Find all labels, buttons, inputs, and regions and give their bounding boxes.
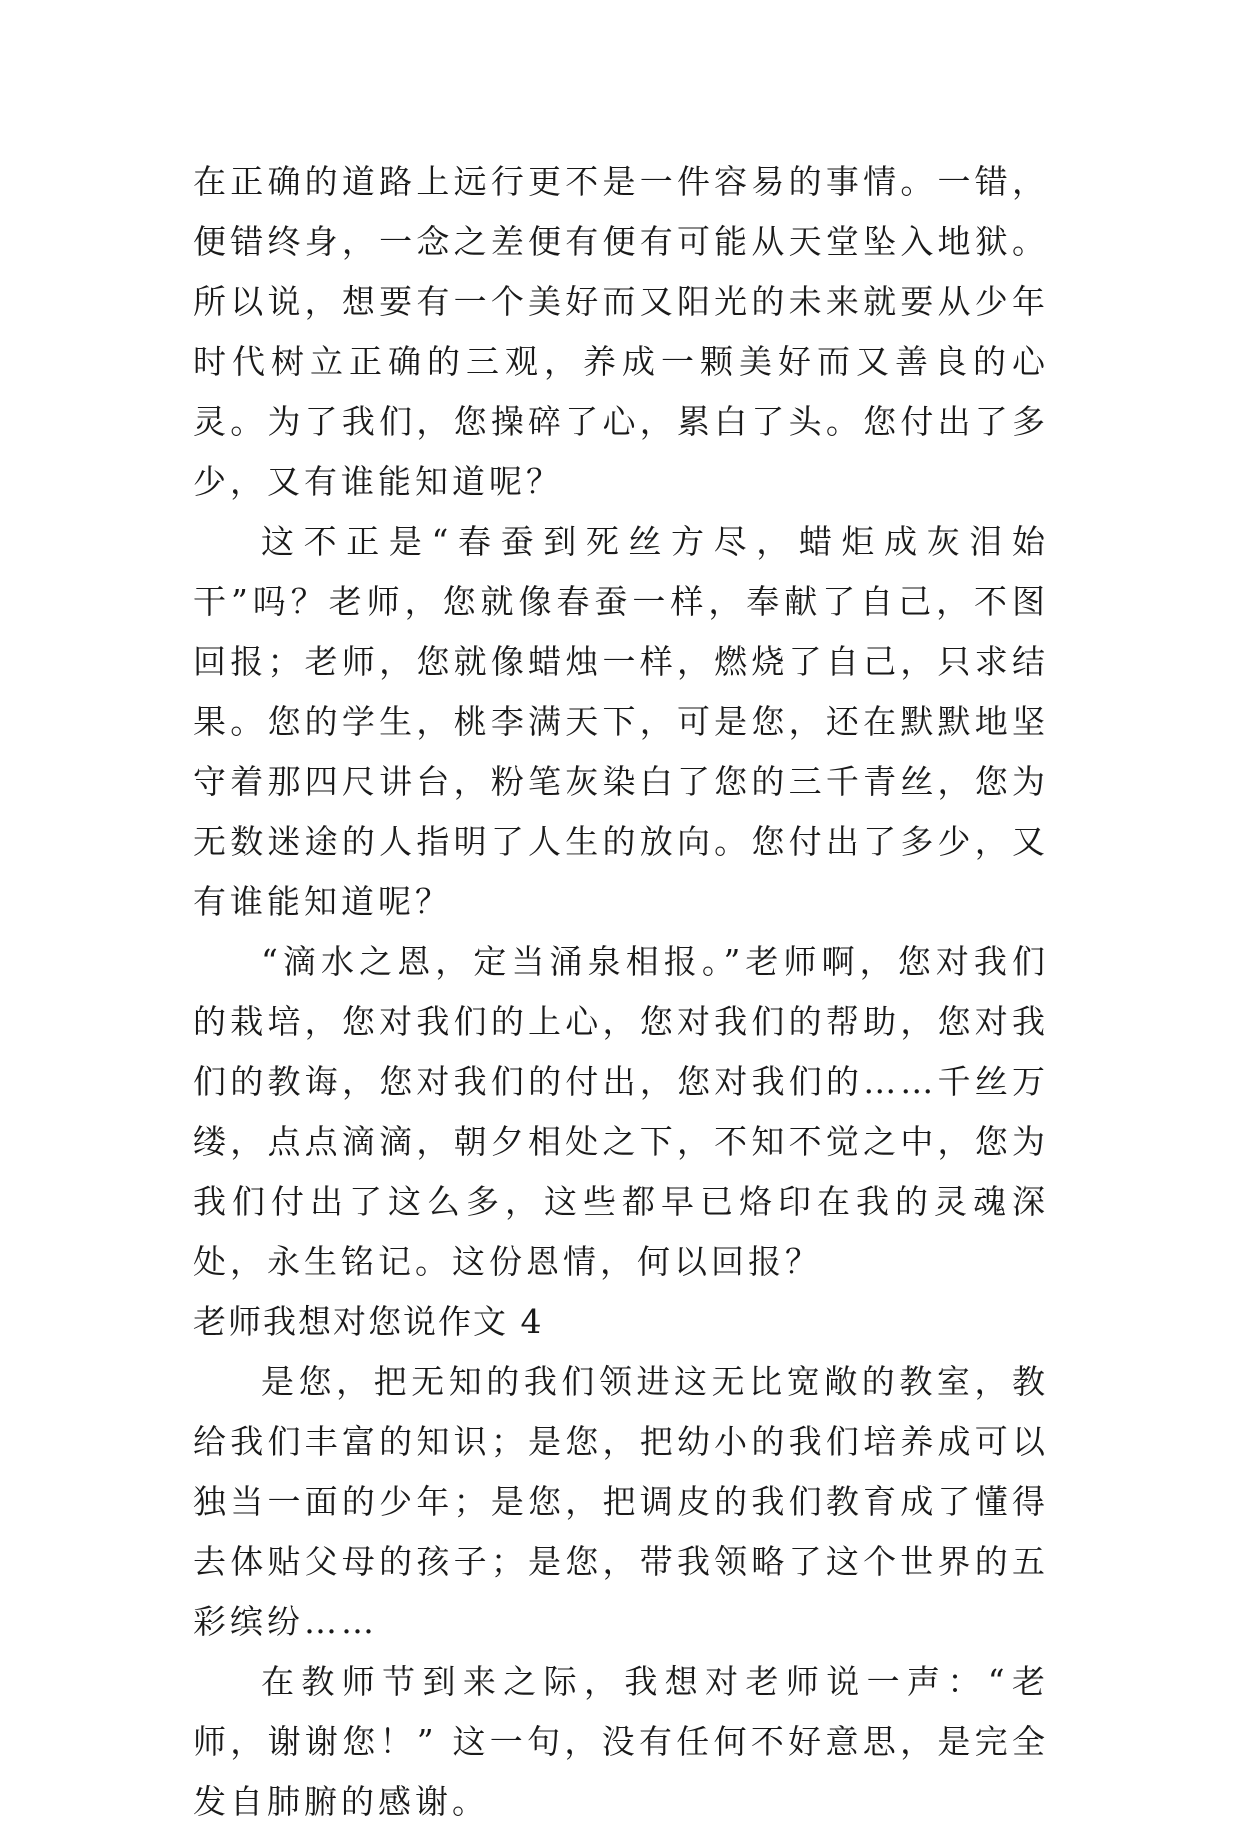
paragraph-2: 这不正是“春蚕到死丝方尽，蜡炬成灰泪始干”吗？老师，您就像春蚕一样，奉献了自己，不图回报；老师，您就像蜡烛一样，燃烧了自己，只求结果。您的学生，桃李满天下，可是您，还在默默地坚守着那四尺讲台，粉笔灰染白了您的三千青丝，您为无数迷途的人指明了人生的放向。您付出了多少，又有谁能知道呢？ bbox=[193, 522, 1049, 921]
section-heading: 老师我想对您说作文 4 bbox=[193, 1302, 544, 1341]
paragraph-1: 在正确的道路上远行更不是一件容易的事情。一错，便错终身，一念之差便有便有可能从天堂坠入地狱。所以说，想要有一个美好而又阳光的未来就要从少年时代树立正确的三观，养成一颗美好而又善良的心灵。为了我们，您操碎了心，累白了头。您付出了多少，又有谁能知道呢？ bbox=[193, 162, 1049, 501]
paragraph-4: 是您，把无知的我们领进这无比宽敞的教室，教给我们丰富的知识；是您，把幼小的我们培养成可以独当一面的少年；是您，把调皮的我们教育成了懂得去体贴父母的孩子；是您，带我领略了这个世界的五彩缤纷…… bbox=[193, 1362, 1049, 1641]
paragraph-3: “滴水之恩，定当涌泉相报。”老师啊，您对我们的栽培，您对我们的上心，您对我们的帮助，您对我们的教诲，您对我们的付出，您对我们的……千丝万缕，点点滴滴，朝夕相处之下，不知不觉之中，您为我们付出了这么多，这些都早已烙印在我的灵魂深处，永生铭记。这份恩情，何以回报？ bbox=[193, 942, 1049, 1281]
document-body bbox=[193, 152, 1049, 1832]
paragraph-5: 在教师节到来之际，我想对老师说一声：“老师，谢谢您！” 这一句，没有任何不好意思，是完全发自肺腑的感谢。 bbox=[193, 1662, 1049, 1821]
